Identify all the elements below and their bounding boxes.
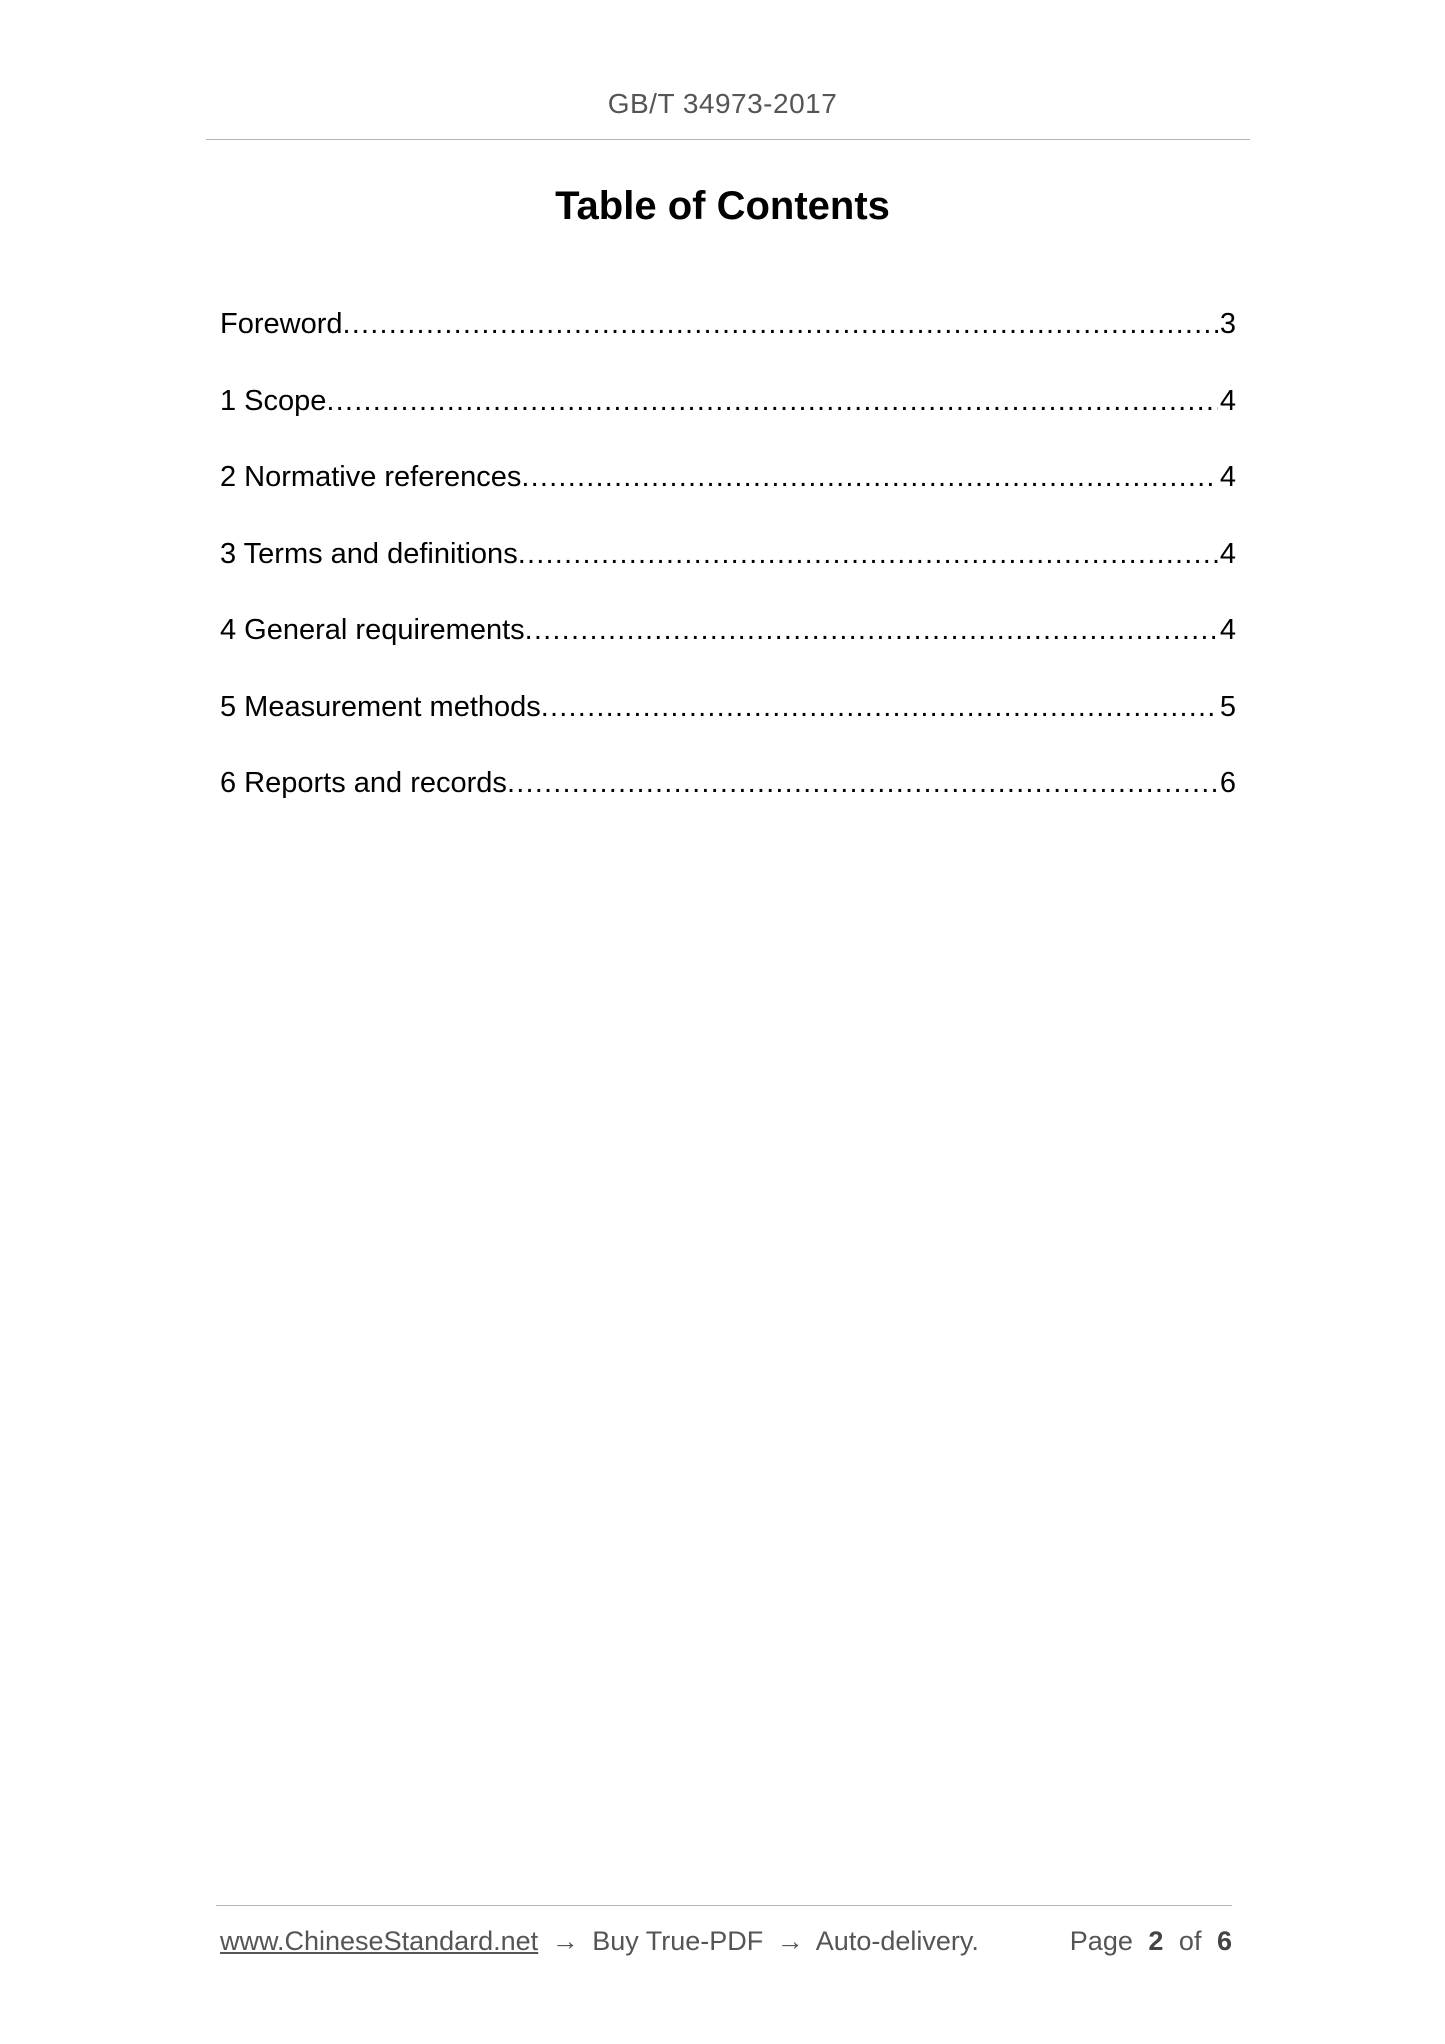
toc-entry-terms-and-definitions[interactable] <box>220 534 1236 611</box>
of-label: of <box>1178 1926 1202 1956</box>
toc-entry-page: 4 <box>1219 384 1236 417</box>
page-number <box>1070 1926 1232 1957</box>
toc-entry-reports-and-records[interactable] <box>220 763 1236 840</box>
page-label: Page <box>1069 1926 1133 1956</box>
footer <box>220 1926 1232 1957</box>
toc-leader-dots <box>507 763 1218 803</box>
toc-title: Table of Contents <box>555 184 890 228</box>
website-link[interactable]: www.ChineseStandard.net <box>220 1926 539 1956</box>
toc-entry-label: 4 General requirements <box>220 614 525 646</box>
buy-true-pdf-text: Buy True-PDF <box>592 1926 764 1956</box>
arrow-right-icon: → <box>551 1926 579 1956</box>
toc-entry-foreword[interactable] <box>220 304 1236 381</box>
toc-list <box>220 304 1236 840</box>
toc-entry-label: 5 Measurement methods <box>220 690 541 723</box>
toc-leader-dots <box>521 457 1217 497</box>
toc-leader-dots <box>343 304 1218 344</box>
toc-entry-label: 2 Normative references <box>220 461 522 493</box>
toc-entry-measurement-methods[interactable] <box>220 687 1236 764</box>
toc-entry-general-requirements[interactable] <box>220 610 1236 687</box>
toc-leader-dots <box>518 534 1218 574</box>
footer-promo <box>220 1926 979 1957</box>
toc-leader-dots <box>326 381 1217 421</box>
page-current: 2 <box>1148 1926 1164 1956</box>
page-total: 6 <box>1216 1926 1232 1956</box>
toc-entry-normative-references[interactable] <box>220 457 1236 534</box>
toc-entry-label: 3 Terms and definitions <box>220 537 518 570</box>
toc-entry-label: 1 Scope <box>220 384 327 417</box>
toc-entry-page: 4 <box>1219 537 1236 570</box>
toc-entry-page: 5 <box>1219 690 1236 723</box>
toc-entry-label: Foreword <box>220 308 343 340</box>
toc-entry-page: 4 <box>1219 461 1236 493</box>
arrow-right-icon: → <box>776 1926 804 1956</box>
header-divider <box>206 139 1250 140</box>
toc-entry-scope[interactable] <box>220 381 1236 458</box>
toc-leader-dots <box>541 687 1218 727</box>
toc-entry-label: 6 Reports and records <box>220 767 507 799</box>
toc-entry-page: 4 <box>1219 614 1236 646</box>
toc-entry-page: 6 <box>1219 767 1236 799</box>
footer-divider <box>216 1905 1232 1906</box>
auto-delivery-text: Auto-delivery. <box>815 1926 979 1956</box>
toc-entry-page: 3 <box>1219 308 1236 340</box>
header-doc-id: GB/T 34973-2017 <box>607 88 838 119</box>
toc-leader-dots <box>525 610 1218 650</box>
